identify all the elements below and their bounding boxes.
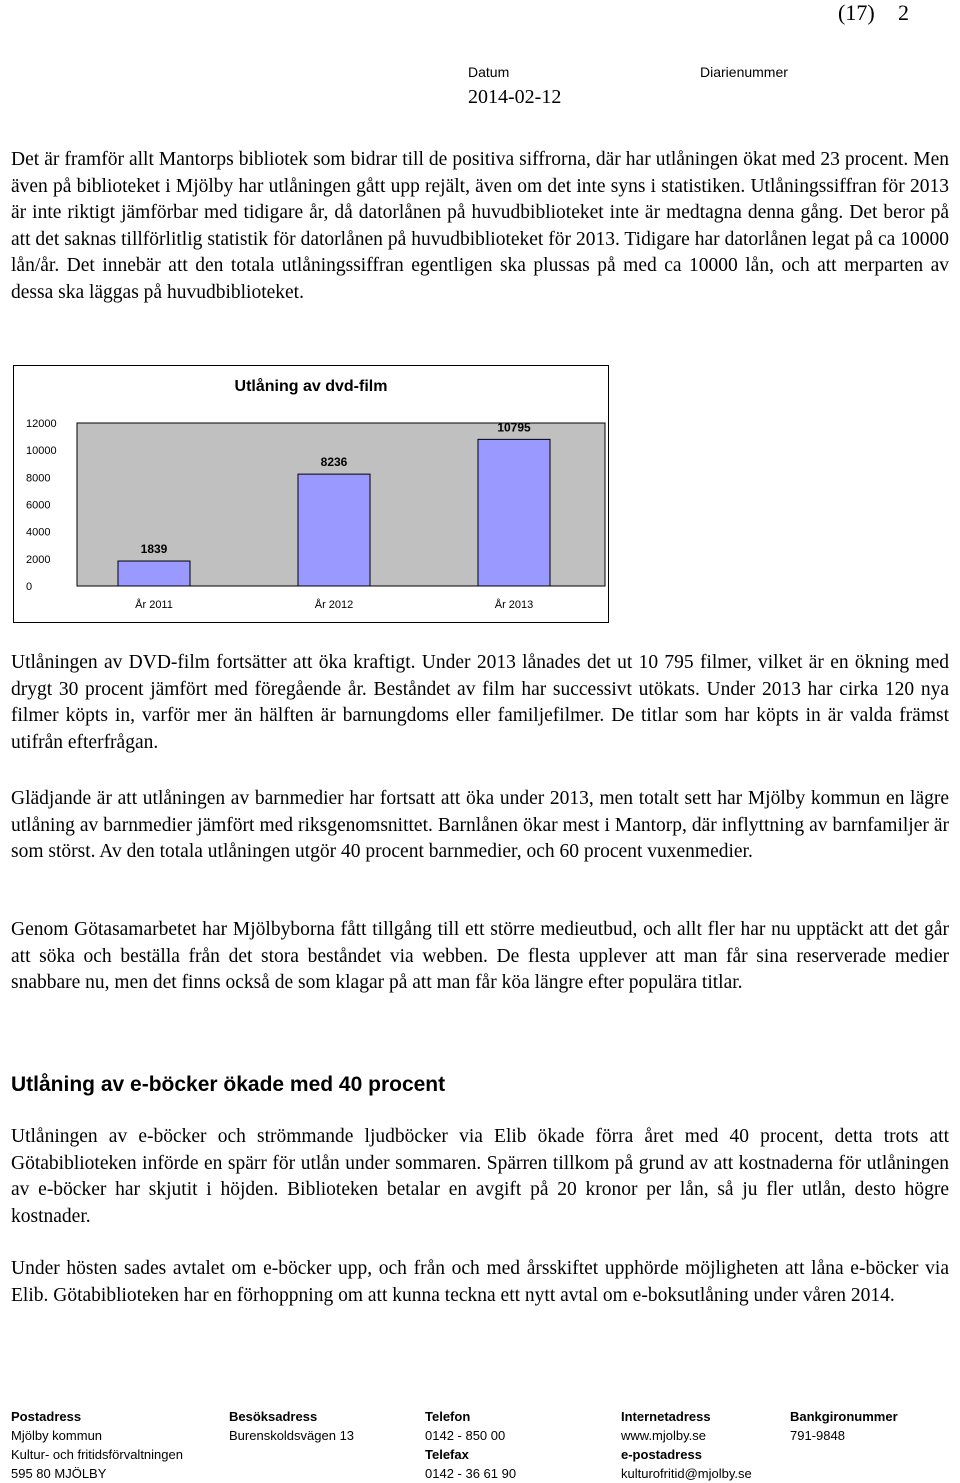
footer-besoksadress	[229, 1407, 354, 1445]
heading-ebooks: Utlåning av e-böcker ökade med 40 procent	[11, 1073, 446, 1096]
y-tick-label: 8000	[26, 472, 51, 485]
footer-email-link[interactable]: kulturofritid@mjolby.se	[621, 1466, 752, 1481]
footer-internet-label: Internetadress	[621, 1409, 711, 1424]
footer-postadress-line: 595 80 MJÖLBY	[11, 1466, 107, 1481]
x-tick-label: År 2012	[314, 599, 354, 611]
footer-bankgiro	[790, 1407, 898, 1445]
paragraph-elib: Under hösten sades avtalet om e-böcker upp, och från och med årsskiftet upphörde möjligheten att låna e-böcker via Elib. Götabiblioteken har en förhoppning om att kunna teckna ett nytt avtal om e-boksutlåning under våren 2014.	[11, 1258, 949, 1306]
paragraph-ebooks: Utlåningen av e-böcker och strömmande ljudböcker via Elib ökade förra året med 40 procent, detta trots att Götabiblioteken införde en spärr för utlån under sommaren. Spärren tillkom på grund av att kostnaderna för utlåningen av e-böcker har skjutit i höjden. Biblioteken betalar en avgift på 20 kronor per lån, så ju fler utlån, desto högre kostnader.	[11, 1126, 949, 1227]
y-tick-label: 0	[26, 581, 33, 593]
footer-epost-label: e-postadress	[621, 1447, 702, 1462]
paragraph-mantorp: Det är framför allt Mantorps bibliotek som bidrar till de positiva siffrorna, där har utlåningen ökat med 23 procent. Men även på biblioteket i Mjölby har utlåningen gått upp rejält, även om det inte syns i statistiken. Utlåningssiffran för 2013 är inte riktigt jämförbar med tidigare år, då datorlånen på huvudbiblioteket inte är medtagna denna gång. Det beror på att det saknas tillförlitlig statistik för datorlånen på huvudbiblioteket för 2013. Tidigare har datorlånen legat på ca 10000 lån/år. Det innebär att den totala utlåningssiffran egentligen ska plussas på med ca 10000 lån, och att merparten av dessa ska läggas på huvudbiblioteket.	[11, 149, 949, 303]
bar-1	[118, 561, 190, 586]
footer-besoksadress-label: Besöksadress	[229, 1409, 318, 1424]
y-tick-label: 2000	[26, 553, 51, 566]
paragraph-barnmedier: Glädjande är att utlåningen av barnmedier har fortsatt att öka under 2013, men totalt sett har Mjölby kommun en lägre utlåning av barnmedier jämfört med riksgenomsnittet. Barnlånen ökar mest i Mantorp, där inflyttning av barnfamiljer är som störst. Av den totala utlåningen utgör 40 procent barnmedier, och 60 procent vuxenmedier.	[11, 788, 949, 862]
paragraph-gotasamarbetet: Genom Götasamarbetet har Mjölbyborna fått tillgång till ett större medieutbud, och allt fler har nu upptäckt att det går att söka och beställa från det stora beståndet via webben. De flesta upplever att man får sina reserverade medier snabbare nu, men det finns också de som klagar på att man får köa längre efter populära titlar.	[11, 919, 949, 993]
footer-telefon-value: 0142 - 850 00	[425, 1428, 506, 1443]
footer-postadress	[11, 1407, 183, 1483]
date-value: 2014-02-12	[468, 86, 562, 108]
x-tick-label: År 2011	[135, 599, 173, 611]
y-tick-label: 6000	[26, 499, 51, 512]
paragraph-dvd: Utlåningen av DVD-film fortsätter att öka kraftigt. Under 2013 lånades det ut 10 795 filmer, vilket är en ökning med drygt 30 procent jämfört med föregående år. Beståndet av film har successivt utökats. Under 2013 har cirka 120 nya filmer köpts in, varför mer än hälften är barnungdoms eller familjefilmer. De titlar som har köpts in är valda främst utifrån efterfrågan.	[11, 652, 949, 753]
footer-website-link[interactable]: www.mjolby.se	[621, 1428, 707, 1443]
y-tick-label: 4000	[26, 526, 51, 539]
bar-2	[298, 474, 370, 586]
footer-telefon	[425, 1407, 516, 1483]
page-reference: (17)	[838, 0, 875, 25]
page-number: 2	[898, 0, 909, 25]
footer-telefax-label: Telefax	[425, 1447, 469, 1462]
bar-3	[478, 439, 550, 586]
footer-postadress-line: Mjölby kommun	[11, 1428, 103, 1443]
diarienummer-label: Diarienummer	[700, 64, 788, 80]
footer-bankgiro-label: Bankgironummer	[790, 1409, 898, 1424]
data-label-2: 8236	[320, 455, 348, 470]
footer-internet	[621, 1407, 752, 1483]
chart-canvas	[14, 366, 608, 622]
footer-postadress-label: Postadress	[11, 1409, 82, 1424]
data-label-3: 10795	[497, 420, 531, 435]
dvd-loans-chart	[13, 365, 609, 623]
y-tick-label: 10000	[26, 445, 57, 458]
x-tick-label: År 2013	[494, 599, 534, 611]
footer-besoksadress-line: Burenskoldsvägen 13	[229, 1428, 355, 1443]
chart-title: Utlåning av dvd-film	[234, 378, 388, 395]
footer-bankgiro-value: 791-9848	[790, 1428, 845, 1443]
footer-telefon-label: Telefon	[425, 1409, 471, 1424]
data-label-1: 1839	[140, 542, 168, 557]
date-label: Datum	[468, 64, 510, 80]
y-tick-label: 12000	[26, 418, 57, 430]
footer-telefax-value: 0142 - 36 61 90	[425, 1466, 517, 1481]
footer-postadress-line: Kultur- och fritidsförvaltningen	[11, 1447, 183, 1462]
